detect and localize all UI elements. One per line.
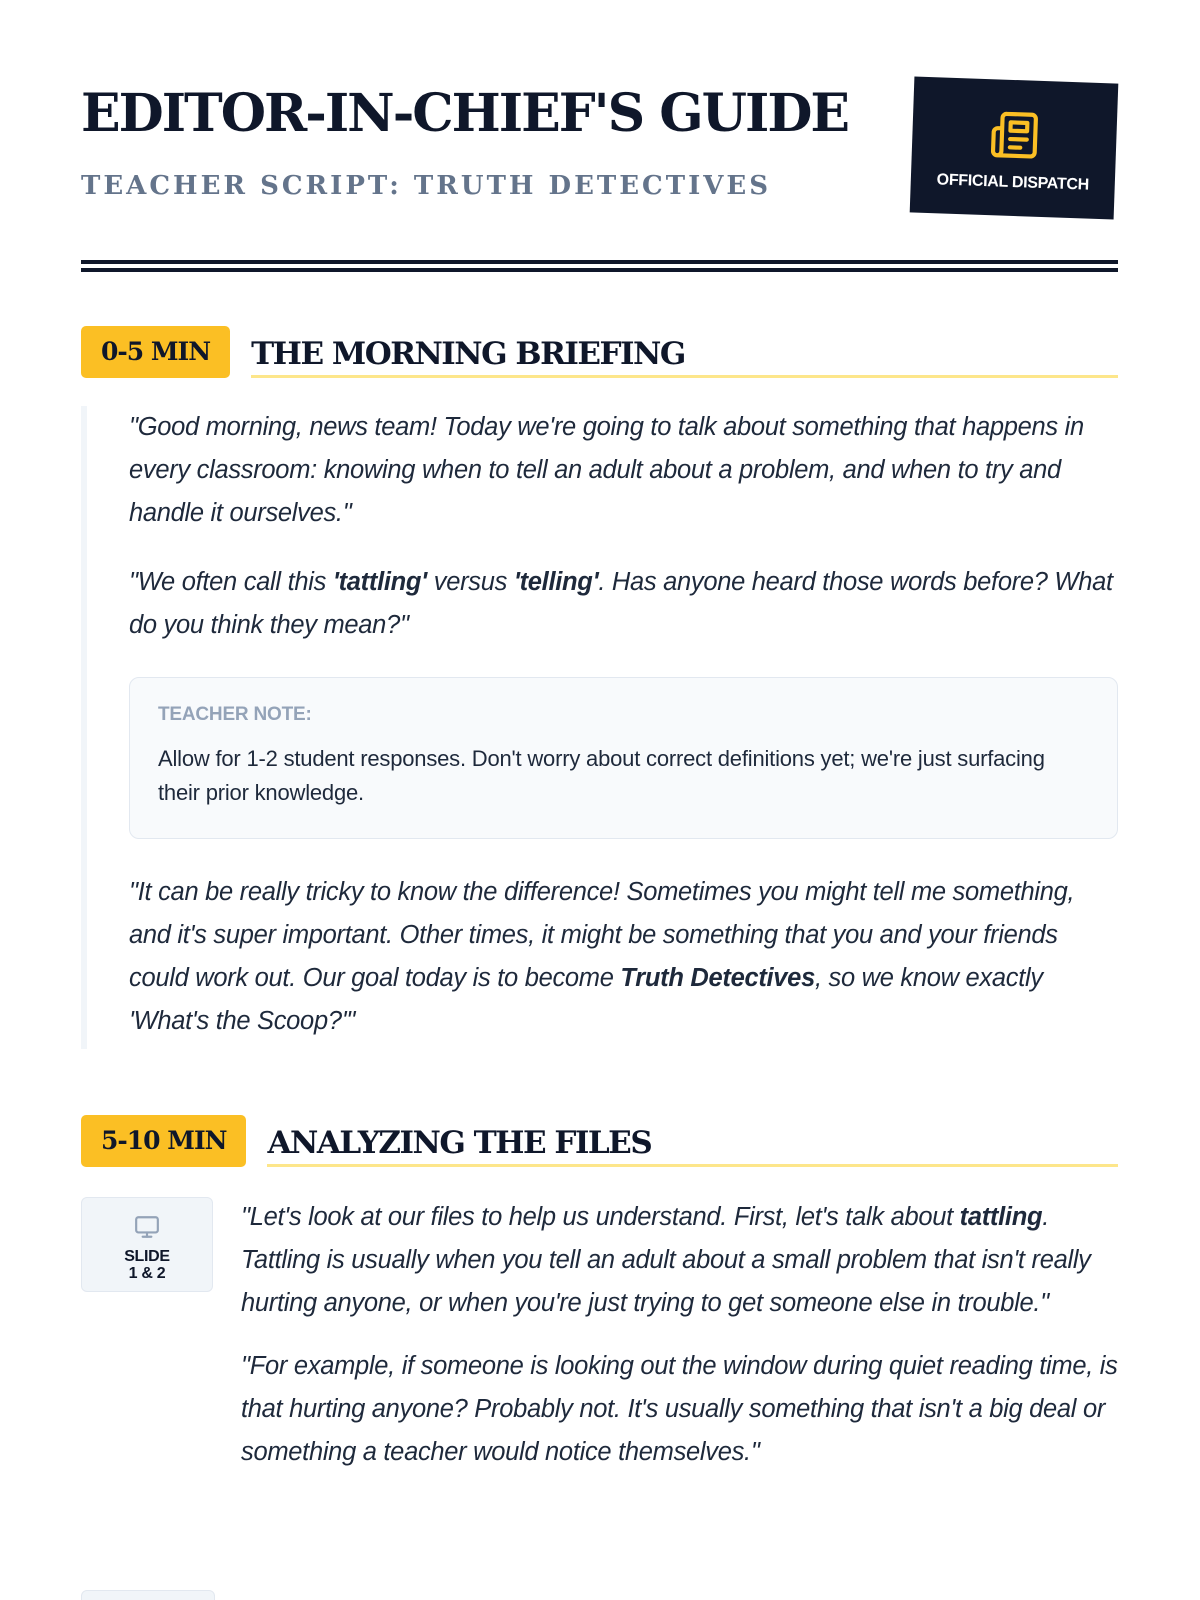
script-quote: "We often call this 'tattling' versus 'telling'. Has anyone heard those words before? What do you think they mean?" <box>129 568 1113 639</box>
script-quote: "For example, if someone is looking out the window during quiet reading time, is that hurting anyone? Probably not. It's usually something that isn't a big deal or something a teacher would notice themselves." <box>241 1352 1118 1466</box>
section-header <box>81 326 1118 378</box>
script-quote: "Let's look at our files to help us understand. First, let's talk about tattling. Tattling is usually when you tell an adult about a small problem that isn't really hurting anyone, or when you're just trying to get someone else in trouble." <box>241 1203 1091 1317</box>
script-quote: "Good morning, news team! Today we're going to talk about something that happens in every classroom: knowing when to tell an adult about a problem, and when to try and handle it ourselves." <box>129 413 1084 527</box>
keyword-tattling: 'tattling' <box>332 568 427 596</box>
files-row <box>81 1197 1118 1474</box>
section-analyzing-files <box>81 1115 1118 1474</box>
script-quote: "It can be really tricky to know the difference! Sometimes you might tell me something, and it's super important. Other times, it might be something that you and your friends could work out. Our goal today is to become Truth Detectives, so we know exactly 'What's the Scoop?'" <box>129 878 1075 1035</box>
page-title: EDITOR-IN-CHIEF'S GUIDE <box>81 83 849 144</box>
files-script <box>241 1196 1118 1474</box>
guide-header <box>81 0 1118 274</box>
section-title: ANALYZING THE FILES <box>267 1128 1118 1167</box>
section-header <box>81 1115 1118 1167</box>
teacher-note-label: TEACHER NOTE: <box>158 704 312 725</box>
keyword-telling: 'telling' <box>513 568 599 596</box>
keyword-truth-detectives: Truth Detectives <box>620 964 815 992</box>
official-dispatch-stamp <box>910 76 1119 219</box>
time-badge: 0-5 MIN <box>81 326 230 378</box>
monitor-icon <box>82 1214 212 1240</box>
teacher-note <box>129 677 1118 839</box>
next-slide-badge-partial <box>81 1590 215 1600</box>
page-subtitle: TEACHER SCRIPT: TRUTH DETECTIVES <box>81 171 772 201</box>
newspaper-icon <box>912 106 1118 163</box>
section-title: THE MORNING BRIEFING <box>251 339 1118 378</box>
keyword-tattling: tattling <box>959 1203 1043 1231</box>
stamp-label: OFFICIAL DISPATCH <box>936 171 1090 194</box>
header-double-rule <box>81 260 1118 264</box>
slide-label: SLIDE 1 & 2 <box>124 1248 170 1282</box>
time-badge: 5-10 MIN <box>81 1115 246 1167</box>
slide-reference-badge <box>81 1197 213 1292</box>
section-morning-briefing <box>81 326 1118 1049</box>
script-block <box>81 406 1118 1049</box>
teacher-note-text: Allow for 1-2 student responses. Don't worry about correct definitions yet; we're just surfacing their prior knowledge. <box>158 746 1045 805</box>
